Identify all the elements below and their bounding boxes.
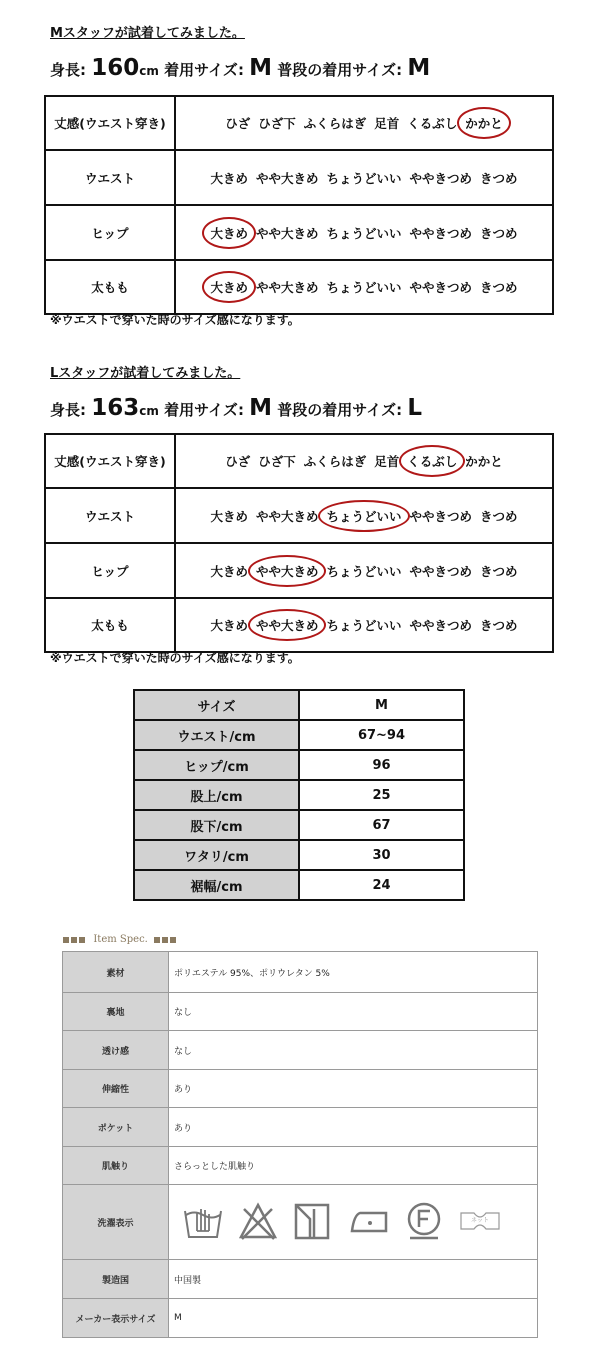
spec-row bbox=[63, 952, 538, 993]
size-row-label: 股下/cm bbox=[134, 810, 299, 840]
drip-dry-shade-icon bbox=[292, 1201, 332, 1244]
size-header-value: M bbox=[299, 690, 464, 720]
fit-option: 足首 bbox=[374, 116, 400, 131]
fit-category: 太もも bbox=[45, 598, 175, 652]
l-staff-fit-table bbox=[44, 433, 554, 653]
no-bleach-icon bbox=[238, 1201, 278, 1244]
spec-key: ポケット bbox=[63, 1108, 169, 1147]
spec-row bbox=[63, 1070, 538, 1108]
fit-option: 足首 bbox=[374, 454, 400, 469]
spec-value: なし bbox=[169, 1031, 538, 1070]
fit-option: ややきつめ bbox=[409, 225, 473, 241]
fit-options-cell bbox=[175, 260, 553, 314]
fit-option: ややきつめ bbox=[409, 618, 473, 633]
fit-option: やや大きめ bbox=[255, 280, 319, 295]
item-spec-table bbox=[62, 951, 538, 1338]
size-row-value: 67~94 bbox=[299, 720, 464, 750]
size-row bbox=[134, 750, 464, 780]
spec-value: あり bbox=[169, 1108, 538, 1147]
net-wash-label: ネット bbox=[470, 1216, 489, 1224]
size-row-label: ウエスト/cm bbox=[134, 720, 299, 750]
usual-size-value: L bbox=[407, 395, 422, 421]
fit-category: 丈感(ウエスト穿き) bbox=[45, 434, 175, 488]
size-row bbox=[134, 870, 464, 900]
usual-size-label: 普段の着用サイズ bbox=[277, 401, 397, 419]
fit-option: 大きめ bbox=[210, 508, 248, 524]
wear-size-value: M bbox=[249, 55, 273, 81]
fit-option: やや大きめ bbox=[255, 225, 319, 241]
iron-low-icon bbox=[346, 1201, 390, 1244]
fit-option: ひざ bbox=[225, 454, 251, 469]
fit-option-selected: やや大きめ bbox=[252, 612, 323, 638]
fit-option: きつめ bbox=[480, 618, 518, 633]
fit-option: ひざ bbox=[225, 116, 251, 131]
size-row-label: ワタリ/cm bbox=[134, 840, 299, 870]
spec-value: M bbox=[169, 1299, 538, 1338]
fit-option: ちょうどいい bbox=[326, 280, 402, 295]
fit-category: ヒップ bbox=[45, 205, 175, 260]
spec-row bbox=[63, 1299, 538, 1338]
size-row-label: 裾幅/cm bbox=[134, 870, 299, 900]
fit-options bbox=[176, 110, 552, 136]
fit-options-cell bbox=[175, 543, 553, 598]
spec-key: 製造国 bbox=[63, 1260, 169, 1299]
size-row-value: 96 bbox=[299, 750, 464, 780]
spec-value: なし bbox=[169, 993, 538, 1031]
fit-option: ややきつめ bbox=[409, 170, 473, 186]
fit-category: ウエスト bbox=[45, 488, 175, 543]
item-spec-header bbox=[63, 934, 178, 945]
m-staff-measurements: 身長: 160cm 着用サイズ: M 普段の着用サイズ: M bbox=[50, 55, 431, 81]
wear-size-label: 着用サイズ bbox=[164, 401, 238, 419]
care-icons bbox=[174, 1201, 536, 1244]
spec-key: 伸縮性 bbox=[63, 1070, 169, 1108]
fit-row bbox=[45, 543, 553, 598]
spec-key: 洗濯表示 bbox=[63, 1185, 169, 1260]
spec-value bbox=[169, 1185, 538, 1260]
fit-option: やや大きめ bbox=[255, 508, 319, 524]
hand-wash-icon bbox=[182, 1201, 224, 1244]
fit-option: 大きめ bbox=[210, 170, 248, 186]
l-staff-title: Lスタッフが試着してみました。 bbox=[50, 366, 241, 381]
size-row-label: 股上/cm bbox=[134, 780, 299, 810]
fit-option: きつめ bbox=[480, 280, 518, 295]
height-value: 163 bbox=[91, 395, 140, 421]
usual-size-value: M bbox=[407, 55, 431, 81]
dry-clean-f-icon bbox=[404, 1201, 444, 1244]
fit-option: ひざ下 bbox=[258, 454, 296, 469]
fit-option-selected: 大きめ bbox=[206, 274, 252, 300]
m-staff-fit-table bbox=[44, 95, 554, 315]
fit-option: かかと bbox=[465, 454, 503, 469]
fit-category: 丈感(ウエスト穿き) bbox=[45, 96, 175, 150]
fit-options-cell bbox=[175, 96, 553, 150]
fit-row bbox=[45, 205, 553, 260]
fit-row bbox=[45, 260, 553, 314]
size-table-header bbox=[134, 690, 464, 720]
spec-row bbox=[63, 1147, 538, 1185]
fit-option: ちょうどいい bbox=[326, 225, 402, 241]
fit-options-cell bbox=[175, 488, 553, 543]
fit-option-selected: 大きめ bbox=[206, 220, 252, 246]
fit-option: きつめ bbox=[480, 170, 518, 186]
fit-row bbox=[45, 96, 553, 150]
fit-category: 太もも bbox=[45, 260, 175, 314]
fit-option: やや大きめ bbox=[255, 170, 319, 186]
fit-options bbox=[176, 612, 552, 638]
m-staff-note: ※ウエストで穿いた時のサイズ感になります。 bbox=[50, 313, 300, 327]
fit-options bbox=[176, 165, 552, 191]
fit-option: きつめ bbox=[480, 563, 518, 579]
fit-option: くるぶし bbox=[407, 116, 458, 131]
fit-option: きつめ bbox=[480, 508, 518, 524]
fit-options-cell bbox=[175, 205, 553, 260]
spec-row bbox=[63, 1185, 538, 1260]
fit-option: ややきつめ bbox=[409, 563, 473, 579]
spec-row bbox=[63, 1260, 538, 1299]
size-row bbox=[134, 780, 464, 810]
spec-value: さらっとした肌触り bbox=[169, 1147, 538, 1185]
spec-value: 中国製 bbox=[169, 1260, 538, 1299]
spec-row bbox=[63, 993, 538, 1031]
fit-options bbox=[176, 558, 552, 584]
spec-key: 肌触り bbox=[63, 1147, 169, 1185]
height-unit: cm bbox=[139, 64, 159, 78]
spec-row bbox=[63, 1031, 538, 1070]
size-row-value: 24 bbox=[299, 870, 464, 900]
spec-row bbox=[63, 1108, 538, 1147]
fit-row bbox=[45, 434, 553, 488]
fit-option: ちょうどいい bbox=[326, 618, 402, 633]
spec-key: 素材 bbox=[63, 952, 169, 993]
size-row-label: ヒップ/cm bbox=[134, 750, 299, 780]
fit-option: ちょうどいい bbox=[326, 563, 402, 579]
size-row-value: 67 bbox=[299, 810, 464, 840]
fit-options bbox=[176, 220, 552, 246]
spec-key: メーカー表示サイズ bbox=[63, 1299, 169, 1338]
spec-key: 裏地 bbox=[63, 993, 169, 1031]
fit-row bbox=[45, 488, 553, 543]
fit-option-selected: ちょうどいい bbox=[322, 503, 405, 529]
fit-option-selected: かかと bbox=[461, 110, 507, 136]
wear-size-value: M bbox=[249, 395, 273, 421]
fit-row bbox=[45, 598, 553, 652]
fit-option: ふくらはぎ bbox=[303, 454, 367, 469]
wear-size-label: 着用サイズ bbox=[164, 61, 238, 79]
height-label: 身長 bbox=[50, 61, 81, 79]
net-wash-icon bbox=[458, 1209, 502, 1236]
l-staff-note: ※ウエストで穿いた時のサイズ感になります。 bbox=[50, 651, 300, 665]
fit-option: ひざ下 bbox=[258, 116, 296, 131]
size-row-value: 30 bbox=[299, 840, 464, 870]
size-table bbox=[133, 689, 465, 901]
l-staff-measurements: 身長: 163cm 着用サイズ: M 普段の着用サイズ: L bbox=[50, 395, 422, 421]
fit-options-cell bbox=[175, 598, 553, 652]
height-unit: cm bbox=[139, 404, 159, 418]
size-row bbox=[134, 810, 464, 840]
spec-value: あり bbox=[169, 1070, 538, 1108]
fit-options bbox=[176, 503, 552, 529]
fit-option: ややきつめ bbox=[409, 280, 473, 295]
fit-option: 大きめ bbox=[210, 563, 248, 579]
size-row bbox=[134, 840, 464, 870]
size-row bbox=[134, 720, 464, 750]
fit-option-selected: くるぶし bbox=[403, 448, 461, 474]
fit-options-cell bbox=[175, 434, 553, 488]
fit-options-cell bbox=[175, 150, 553, 205]
fit-option: きつめ bbox=[480, 225, 518, 241]
fit-option: 大きめ bbox=[210, 618, 248, 633]
fit-options bbox=[176, 274, 552, 300]
item-spec-title: Item Spec. bbox=[93, 934, 148, 945]
fit-category: ヒップ bbox=[45, 543, 175, 598]
height-label: 身長 bbox=[50, 401, 81, 419]
fit-option: ふくらはぎ bbox=[303, 116, 367, 131]
spec-key: 透け感 bbox=[63, 1031, 169, 1070]
height-value: 160 bbox=[91, 55, 140, 81]
size-header-label: サイズ bbox=[134, 690, 299, 720]
fit-option-selected: やや大きめ bbox=[252, 558, 323, 584]
spec-value: ポリエステル 95%、ポリウレタン 5% bbox=[169, 952, 538, 993]
m-staff-title: Mスタッフが試着してみました。 bbox=[50, 26, 245, 41]
usual-size-label: 普段の着用サイズ bbox=[277, 61, 397, 79]
fit-row bbox=[45, 150, 553, 205]
fit-option: ちょうどいい bbox=[326, 170, 402, 186]
fit-category: ウエスト bbox=[45, 150, 175, 205]
fit-option: ややきつめ bbox=[409, 508, 473, 524]
fit-options bbox=[176, 448, 552, 474]
size-row-value: 25 bbox=[299, 780, 464, 810]
